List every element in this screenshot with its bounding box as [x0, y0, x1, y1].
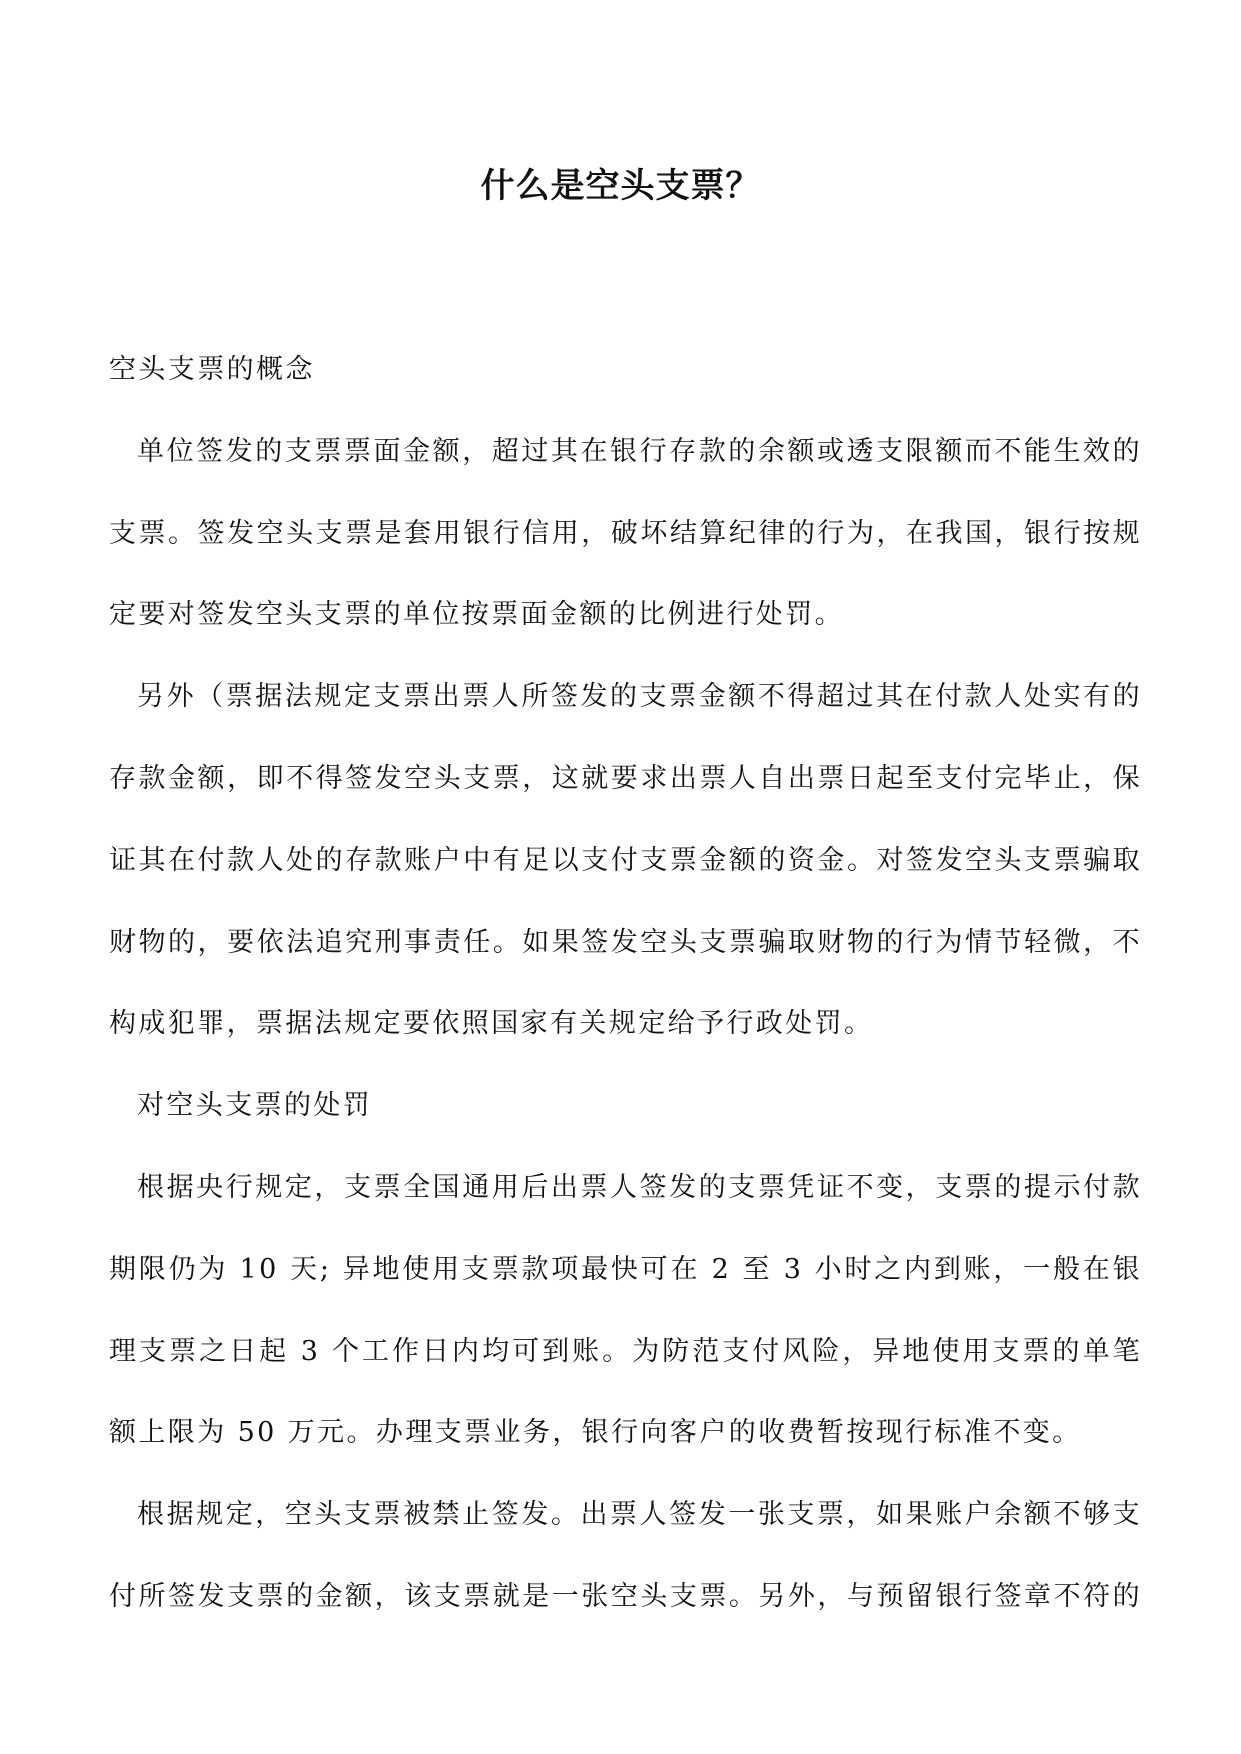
document-body: [109, 329, 1142, 1638]
document-title: 什么是空头支票？: [480, 166, 761, 206]
paragraph-line: 构成犯罪，票据法规定要依照国家有关规定给予行政处罚。: [109, 1008, 874, 1040]
paragraph-line: 存款金额，即不得签发空头支票，这就要求出票人自出票日起至支付完毕止，保: [109, 762, 1142, 794]
paragraph-line: 支票。签发空头支票是套用银行信用，破坏结算纪律的行为，在我国，银行按规: [109, 517, 1142, 549]
paragraph-line: 根据央行规定，支票全国通用后出票人签发的支票凭证不变，支票的提示付款: [137, 1171, 1142, 1203]
section-heading-concept: 空头支票的概念: [109, 354, 315, 385]
paragraph-line: 根据规定，空头支票被禁止签发。出票人签发一张支票，如果账户余额不够支: [137, 1499, 1142, 1531]
paragraph-line: 期限仍为 10 天; 异地使用支票款项最快可在 2 至 3 小时之内到账，一般在银: [109, 1253, 1142, 1285]
section-heading-penalty: 对空头支票的处罚: [137, 1090, 373, 1122]
paragraph-line: 单位签发的支票票面金额，超过其在银行存款的余额或透支限额而不能生效的: [137, 435, 1142, 467]
paragraph-line: 额上限为 50 万元。办理支票业务，银行向客户的收费暂按现行标准不变。: [109, 1417, 1082, 1449]
paragraph-line: 定要对签发空头支票的单位按票面金额的比例进行处罚。: [109, 599, 844, 631]
paragraph-legal-note: [109, 656, 1142, 1065]
paragraph-line: 财物的，要依法追究刑事责任。如果签发空头支票骗取财物的行为情节轻微，不: [109, 926, 1142, 958]
paragraph-line: 付所签发支票的金额，该支票就是一张空头支票。另外，与预留银行签章不符的: [109, 1580, 1142, 1612]
paragraph-line: 理支票之日起 3 个工作日内均可到账。为防范支付风险，异地使用支票的单笔: [109, 1335, 1142, 1367]
paragraph-prohibition: [109, 1474, 1142, 1638]
paragraph-definition: [109, 411, 1142, 656]
paragraph-central-bank-rules: [109, 1147, 1142, 1474]
paragraph-line: 另外（票据法规定支票出票人所签发的支票金额不得超过其在付款人处实有的: [137, 681, 1142, 713]
paragraph-line: 证其在付款人处的存款账户中有足以支付支票金额的资金。对签发空头支票骗取: [109, 844, 1142, 876]
